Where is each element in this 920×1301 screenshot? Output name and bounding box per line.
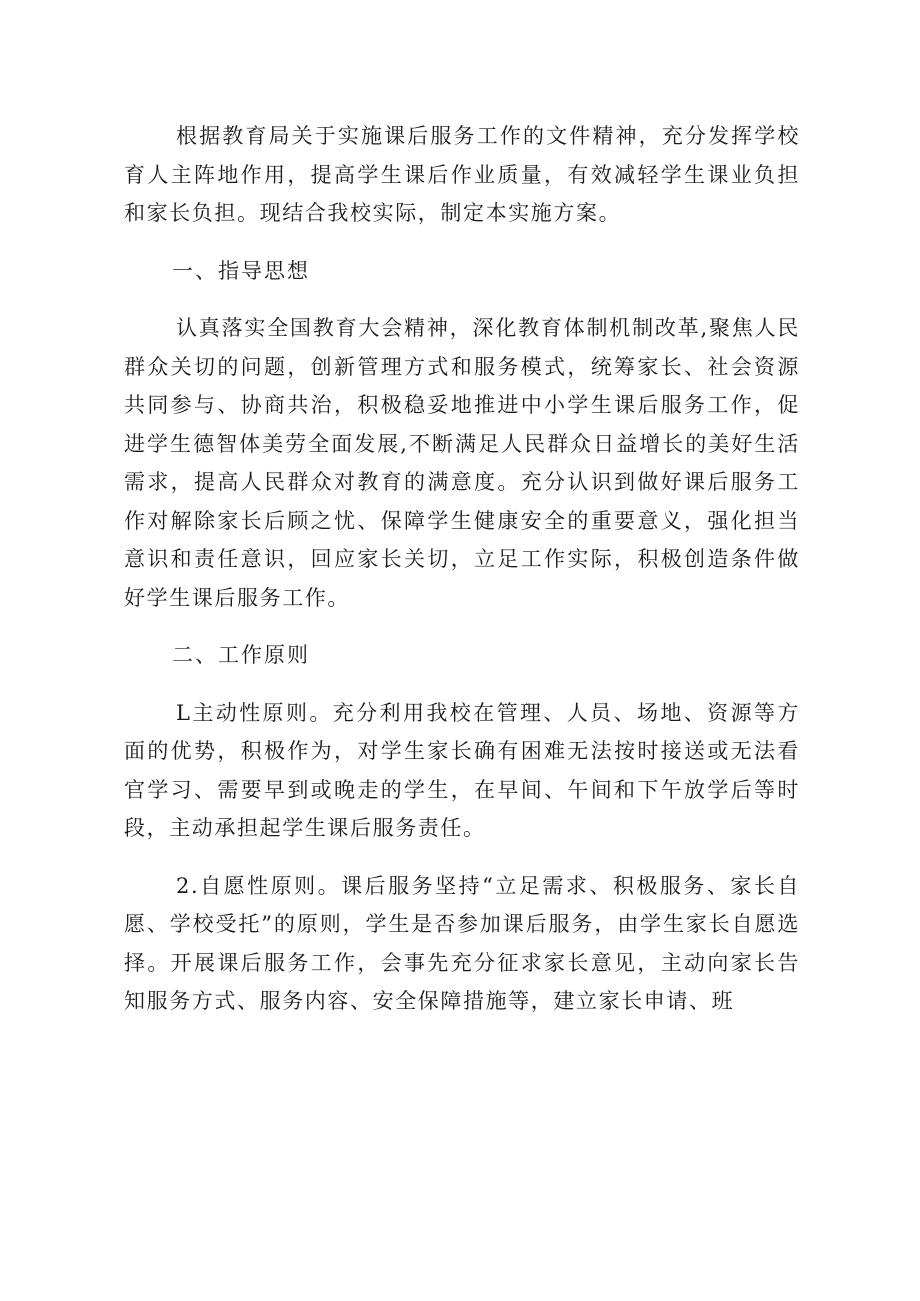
intro-paragraph: 根据教育局关于实施课后服务工作的文件精神，充分发挥学校育人主阵地作用，提高学生课后作业质量，有效减轻学生课业负担和家长负担。现结合我校实际，制定本实施方案。 (124, 124, 800, 225)
paragraph-spacer (124, 233, 800, 252)
principle-item-initiative: L主动性原则。充分利用我校在管理、人员、场地、资源等方面的优势，积极作为，对学生家长确有困难无法按时接送或无法看官学习、需要早到或晚走的学生，在早间、午间和下午放学后等时段，主动承担起学生课后服务责任。 (124, 700, 800, 840)
section-heading-working-principles: 二、工作原则 (172, 643, 310, 667)
principle-item-voluntary: 2.自愿性原则。课后服务坚持“立足需求、积极服务、家长自愿、学校受托”的原则，学生是否参加课后服务，由学生家长自愿选择。开展课后服务工作，会事先充分征求家长意见，主动向家长告知服务方式、服务内容、安全保障措施等，建立家长申请、班 (124, 873, 800, 1013)
paragraph-spacer (124, 617, 800, 636)
document-body (124, 117, 800, 1021)
paragraph-spacer (124, 675, 800, 694)
section-heading-guiding-ideology: 一、指导思想 (172, 258, 310, 283)
paragraph-spacer (124, 848, 800, 867)
guiding-ideology-paragraph: 认真落实全国教育大会精神，深化教育体制机制改革,聚焦人民群众关切的问题，创新管理方式和服务模式，统筹家长、社会资源共同参与、协商共治，积极稳妥地推进中小学生课后服务工作，促进学生德智体美劳全面发展,不断满足人民群众日益增长的美好生活需求，提高人民群众对教育的满意度。充分认识到做好课后服务工作对解除家长后顾之忧、保障学生健康安全的重要意义，强化担当意识和责任意识，回应家长关切，立足工作实际，积极创造条件做好学生课后服务工作。 (124, 316, 800, 610)
paragraph-spacer (124, 290, 800, 309)
